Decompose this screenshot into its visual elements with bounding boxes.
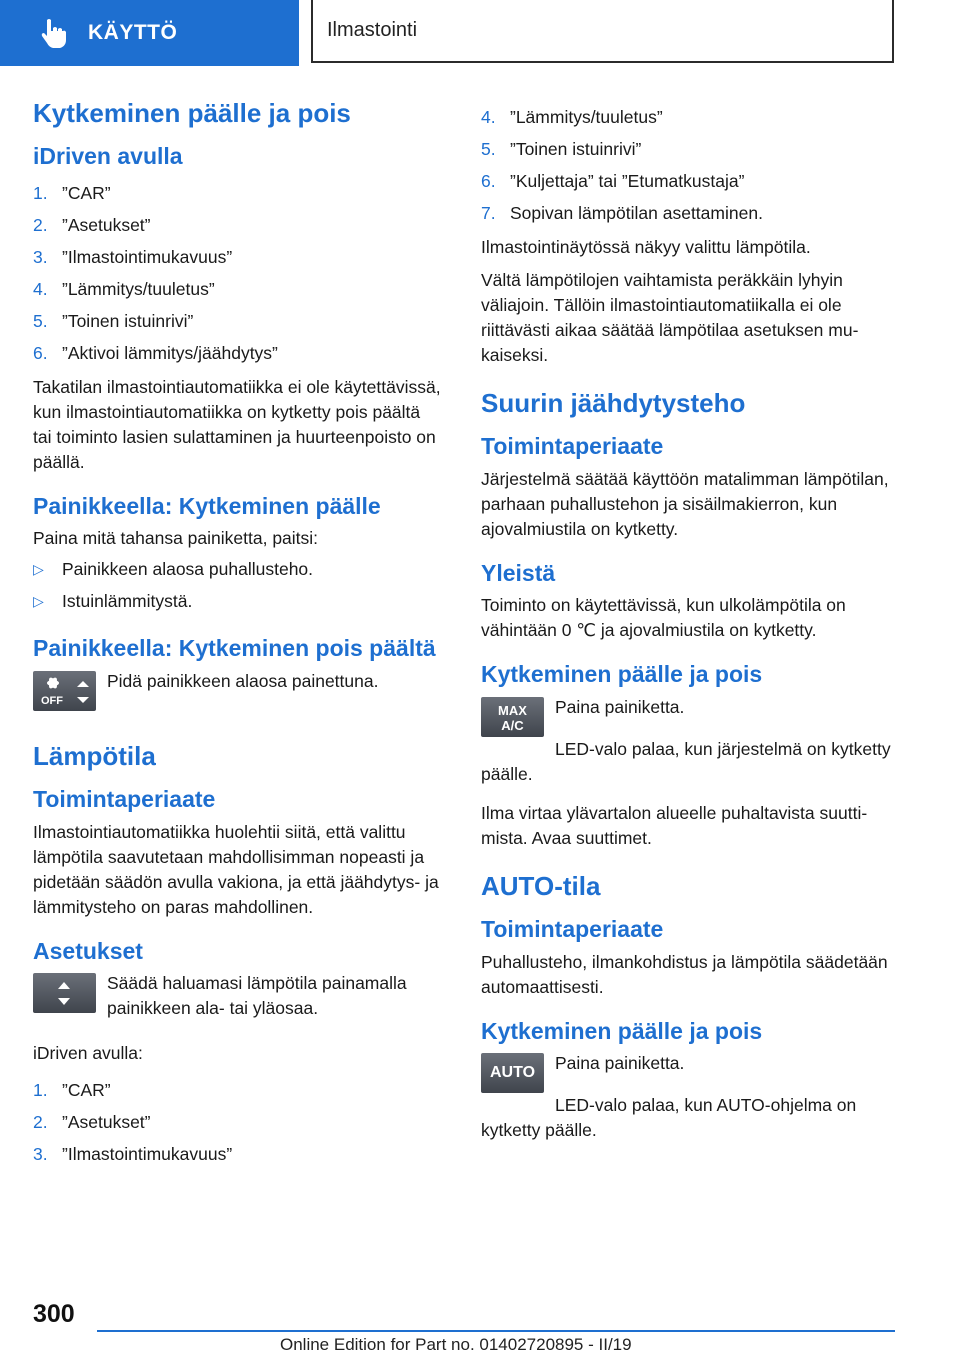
auto-row bbox=[481, 1051, 891, 1093]
footer-divider bbox=[97, 1330, 895, 1332]
list-item: 3. ”Ilmastointimukavuus” bbox=[33, 1144, 233, 1165]
paragraph-display: Ilmastointinäytössä näkyy valittu lämpötila. bbox=[481, 237, 811, 257]
auto-button-image bbox=[481, 1053, 544, 1093]
paragraph-auto-principle: Puhallusteho, ilmankohdistus ja lämpötila säädetään automaattisesti. bbox=[481, 951, 888, 997]
paragraph-idrive2: iDriven avulla: bbox=[33, 1043, 143, 1064]
paragraph-auto-press: Paina painiketta. bbox=[555, 1053, 685, 1074]
paragraph-button-on: Paina mitä tahansa painiketta, paitsi: bbox=[33, 528, 319, 549]
paragraph-temp-principle: Ilmastointiautomatiikka huolehtii siitä, että valittu lämpötila saavutetaan mahdollisimman nopeasti ja pidetään säädön avulla vakiona, ja että jäähdytys- ja lämmitysteho on paras mahdollinen. bbox=[33, 821, 439, 917]
page-number: 300 bbox=[33, 1300, 75, 1328]
list-item: 2. ”Asetukset” bbox=[33, 1112, 151, 1133]
triangle-bullet-icon: ▷ bbox=[33, 561, 44, 578]
svg-text:OFF: OFF bbox=[41, 694, 63, 707]
left-column bbox=[33, 98, 443, 1176]
heading-max-onoff: Kytkeminen päälle ja pois bbox=[481, 661, 763, 688]
auto-button-label: AUTO bbox=[489, 1064, 536, 1082]
heading-general: Yleistä bbox=[481, 559, 556, 586]
idrive2-steps-list bbox=[33, 1074, 443, 1170]
heading-auto: AUTO-tila bbox=[481, 870, 601, 901]
section-tab bbox=[311, 0, 894, 63]
list-item: 4. ”Lämmitys/tuuletus” bbox=[481, 107, 663, 127]
heading-button-off: Painikkeella: Kytkeminen pois päältä bbox=[33, 635, 436, 662]
paragraph-avoid: Vältä lämpötilojen vaihtamista peräkkäin lyhyin väliajoin. Tällöin ilmastointiautomatiikalla ei ole riittävästi aikaa säätää lämpötilaa asetuksen mukaiseksi. bbox=[481, 270, 859, 365]
svg-text:MAX: MAX bbox=[498, 702, 527, 718]
heading-max-cooling: Suurin jäähdytysteho bbox=[481, 388, 746, 418]
paragraph-button-off: Pidä painikkeen alaosa painettuna. bbox=[107, 670, 379, 691]
page-header bbox=[0, 0, 960, 66]
list-item: ▷ Istuinlämmitystä. bbox=[33, 585, 443, 617]
heading-auto-onoff: Kytkeminen päälle ja pois bbox=[481, 1017, 763, 1044]
heading-temperature: Lämpötila bbox=[33, 740, 156, 771]
chapter-tab[interactable] bbox=[0, 0, 299, 66]
max-ac-icon bbox=[481, 697, 544, 737]
fan-off-icon bbox=[33, 671, 96, 711]
heading-onoff: Kytkeminen päälle ja pois bbox=[33, 98, 351, 128]
list-item: 1. ”CAR” bbox=[33, 182, 111, 203]
heading-button-on: Painikkeella: Kytkeminen päälle bbox=[33, 492, 381, 519]
heading-max-principle: Toimintaperiaate bbox=[481, 433, 664, 460]
chapter-label: KÄYTTÖ bbox=[88, 21, 178, 44]
list-item: 5. ”Toinen istuinrivi” bbox=[33, 310, 194, 331]
edition-label: Online Edition for Part no. 01402720895 - II/19 bbox=[280, 1335, 632, 1354]
triangle-bullet-icon: ▷ bbox=[33, 593, 44, 610]
list-item: 5. ”Toinen istuinrivi” bbox=[481, 139, 642, 159]
steps-continued-list bbox=[481, 101, 891, 229]
heading-auto-principle: Toimintaperiaate bbox=[481, 916, 664, 943]
list-item: 4. ”Lämmitys/tuuletus” bbox=[33, 278, 215, 299]
paragraph-max-principle: Järjestelmä säätää käyttöön matalimman lämpötilan, parhaan puhallustehon ja sisäilmakierron, kun ajovalmiustila on kytketty. bbox=[481, 468, 889, 539]
temp-updown-button-image bbox=[33, 973, 96, 1013]
paragraph-max-air: Ilma virtaa ylävartalon alueelle puhaltavista suuttimista. Avaa suuttimet. bbox=[481, 802, 868, 848]
temp-button-row bbox=[33, 971, 443, 1027]
exception-list bbox=[33, 553, 443, 617]
max-ac-button-image bbox=[481, 697, 544, 737]
paragraph-auto-led: LED-valo palaa, kun AUTO-ohjelma on kytketty päälle. bbox=[481, 1095, 857, 1141]
paragraph-rear-climate: Takatilan ilmastointiautomatiikka ei ole käytettävissä, kun ilmastointiautomatiikka on kytketty pois päältä tai toiminto lasien sulattaminen ja huurteenpoisto on päällä. bbox=[33, 376, 441, 472]
fan-off-row bbox=[33, 669, 443, 711]
paragraph-settings: Säädä haluamasi lämpötila painamalla painikkeen ala- tai yläosaa. bbox=[107, 973, 407, 1019]
paragraph-max-press: Paina painiketta. bbox=[555, 696, 685, 717]
list-item: 6. ”Aktivoi lämmitys/jäähdytys” bbox=[33, 342, 278, 363]
list-item: 1. ”CAR” bbox=[33, 1080, 111, 1101]
max-ac-row bbox=[481, 695, 891, 737]
hand-pointer-icon bbox=[36, 16, 70, 50]
up-down-arrows-icon bbox=[33, 973, 96, 1013]
list-item: 6. ”Kuljettaja” tai ”Etumatkustaja” bbox=[481, 171, 745, 191]
list-item: ▷ Painikkeen alaosa puhallusteho. bbox=[33, 553, 443, 585]
heading-temp-principle: Toimintaperiaate bbox=[33, 786, 216, 813]
heading-idrive: iDriven avulla bbox=[33, 143, 183, 170]
right-column bbox=[481, 101, 891, 1151]
fan-off-button-image bbox=[33, 671, 96, 711]
list-item: 3. ”Ilmastointimukavuus” bbox=[33, 246, 233, 267]
paragraph-max-led: LED-valo palaa, kun järjestelmä on kytketty päälle. bbox=[481, 738, 891, 784]
svg-text:A/C: A/C bbox=[501, 717, 524, 733]
paragraph-general: Toiminto on käytettävissä, kun ulkolämpötila on vähintään 0 ℃ ja ajovalmiustila on kytketty. bbox=[481, 595, 846, 641]
idrive-steps-list bbox=[33, 177, 443, 369]
heading-settings: Asetukset bbox=[33, 937, 143, 964]
list-item: 2. ”Asetukset” bbox=[33, 214, 151, 235]
section-label: Ilmastointi bbox=[327, 19, 418, 41]
list-item: 7. Sopivan lämpötilan asettaminen. bbox=[481, 203, 763, 223]
